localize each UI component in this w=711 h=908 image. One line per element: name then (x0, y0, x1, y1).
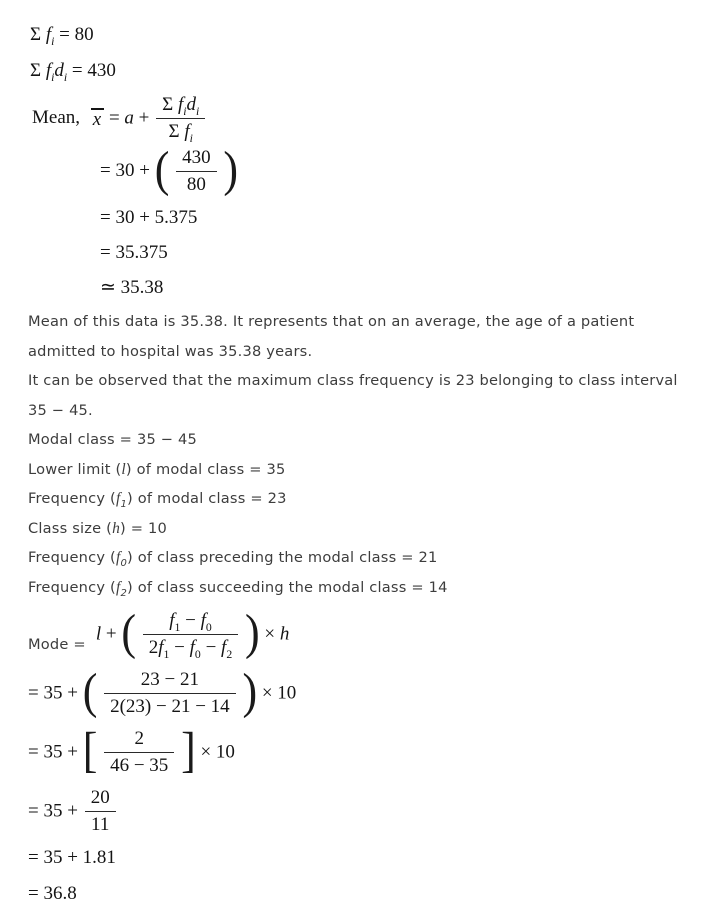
mode-addition-line (28, 844, 685, 872)
mean-substitution-line (100, 141, 685, 197)
left-paren: ( (121, 604, 136, 660)
mode-final-fraction (85, 787, 116, 836)
summation-fidi-text: Σ $f_id_i = 430$ (30, 60, 116, 84)
stat-text-post: ) of class preceding the modal class = 21 (127, 549, 438, 566)
mode-final-numerator: 20 (85, 787, 116, 812)
mean-rounded-line (100, 275, 685, 301)
mode-simplified-fraction (104, 728, 174, 777)
mode-substitution-line (28, 663, 685, 719)
mode-frac-eq: = 35 + (28, 800, 78, 822)
x-bar-symbol: x (91, 108, 104, 130)
right-paren: ) (242, 663, 258, 719)
mode-label: Mode = (28, 636, 86, 653)
stat-text: Class size ( (28, 519, 113, 537)
stat-subscript: 1 (120, 498, 128, 510)
stat-variable: l (121, 460, 126, 478)
mean-fraction-denominator: Σ $f_i$ (168, 121, 193, 145)
modal-class-line (28, 425, 685, 455)
mean-result-line (100, 240, 685, 266)
mean-sub-numerator: 430 (176, 147, 217, 172)
mode-addition-text: = 35 + 1.81 (28, 847, 116, 868)
mode-fraction (143, 610, 238, 659)
mean-calculation-block (28, 22, 685, 301)
mean-fraction-numerator: Σ $f_id_i$ (156, 94, 205, 119)
mean-sub-denominator: 80 (186, 174, 206, 195)
stat-text-post: ) = 10 (120, 519, 167, 537)
stat-text-post: ) of modal class = 35 (125, 460, 286, 478)
stat-variable: f (115, 490, 121, 507)
mode-sub-eq: = 35 + (28, 682, 78, 704)
summation-fi-text: Σ $f_i = 80$ (30, 24, 94, 48)
summation-fidi-line (30, 58, 685, 84)
mean-interpretation-text: Mean of this data is 35.38. It represents that on an average, the age of a patient admitted to hospital was 35.38 years. (28, 313, 635, 360)
mode-formula (95, 604, 290, 661)
stat-text: Frequency ( (28, 549, 116, 566)
max-frequency-observation-text: It can be observed that the maximum class frequency is 23 belonging to class interval 35 − 45. (28, 372, 678, 419)
mode-simplified-denominator: 46 − 35 (110, 755, 169, 776)
mean-fraction (156, 94, 205, 143)
lower-limit-line (28, 455, 685, 485)
mean-substitution-fraction (176, 147, 217, 196)
right-paren: ) (223, 141, 238, 197)
mean-label: Mean, (32, 106, 81, 128)
mode-simplified-line (28, 722, 685, 778)
stat-text-post: ) of modal class = 23 (127, 490, 287, 507)
frequency-f1-line (28, 484, 685, 514)
frequency-f2-line (28, 573, 685, 603)
mode-formula-line (28, 604, 685, 661)
stat-text: Lower limit ( (28, 460, 122, 478)
mode-final-denominator: 11 (91, 814, 110, 835)
mean-equals-a-plus: = a + (108, 107, 150, 129)
mode-result-text: = 36.8 (28, 883, 77, 904)
mode-fraction-line (28, 787, 685, 836)
summation-fi-line (30, 22, 685, 48)
mean-result-text: = 35.375 (100, 242, 168, 263)
mode-simplified-times: × 10 (200, 741, 235, 763)
right-paren: ) (244, 604, 260, 660)
stat-variable: f (115, 578, 121, 596)
mode-simplified-numerator: 2 (104, 728, 174, 753)
stat-text: Frequency ( (28, 578, 116, 596)
mean-addition-line (100, 205, 685, 231)
mean-rounded-text: ≃ 35.38 (100, 277, 164, 298)
stat-variable: h (112, 519, 121, 537)
mode-sub-denominator: 2(23) − 21 − 14 (110, 696, 230, 717)
modal-class-stats (28, 425, 685, 602)
mean-formula-line (32, 94, 685, 143)
mode-times-h: × h (264, 623, 290, 645)
mode-l-plus: l + (95, 623, 117, 645)
mode-sub-times: × 10 (261, 682, 297, 704)
stat-text-post: ) of class succeeding the modal class = 14 (127, 578, 448, 596)
mode-calculation-block (28, 604, 685, 908)
class-size-line (28, 514, 685, 544)
stat-subscript: 0 (120, 557, 128, 569)
mean-addition-text: = 30 + 5.375 (100, 207, 198, 228)
mode-result-line (28, 880, 685, 908)
stat-variable: f (115, 549, 121, 566)
mode-sub-fraction (104, 669, 236, 718)
mode-sub-numerator: 23 − 21 (104, 669, 236, 694)
frequency-f0-line (28, 543, 685, 573)
left-paren: ( (154, 141, 170, 197)
mode-fraction-denominator: $2f_1 - f_0 - f_2$ (148, 637, 233, 661)
left-paren: ( (82, 663, 98, 719)
right-bracket: ] (181, 722, 196, 778)
stat-text: Frequency ( (28, 490, 116, 507)
left-bracket: [ (82, 722, 98, 778)
stat-text: Modal class = 35 − 45 (28, 431, 197, 448)
stat-subscript: 2 (120, 587, 128, 599)
mean-substitution-eq: = 30 + (100, 159, 150, 181)
mode-simplified-eq: = 35 + (28, 741, 78, 763)
mode-fraction-numerator: $f_1 - f_0$ (143, 610, 238, 635)
